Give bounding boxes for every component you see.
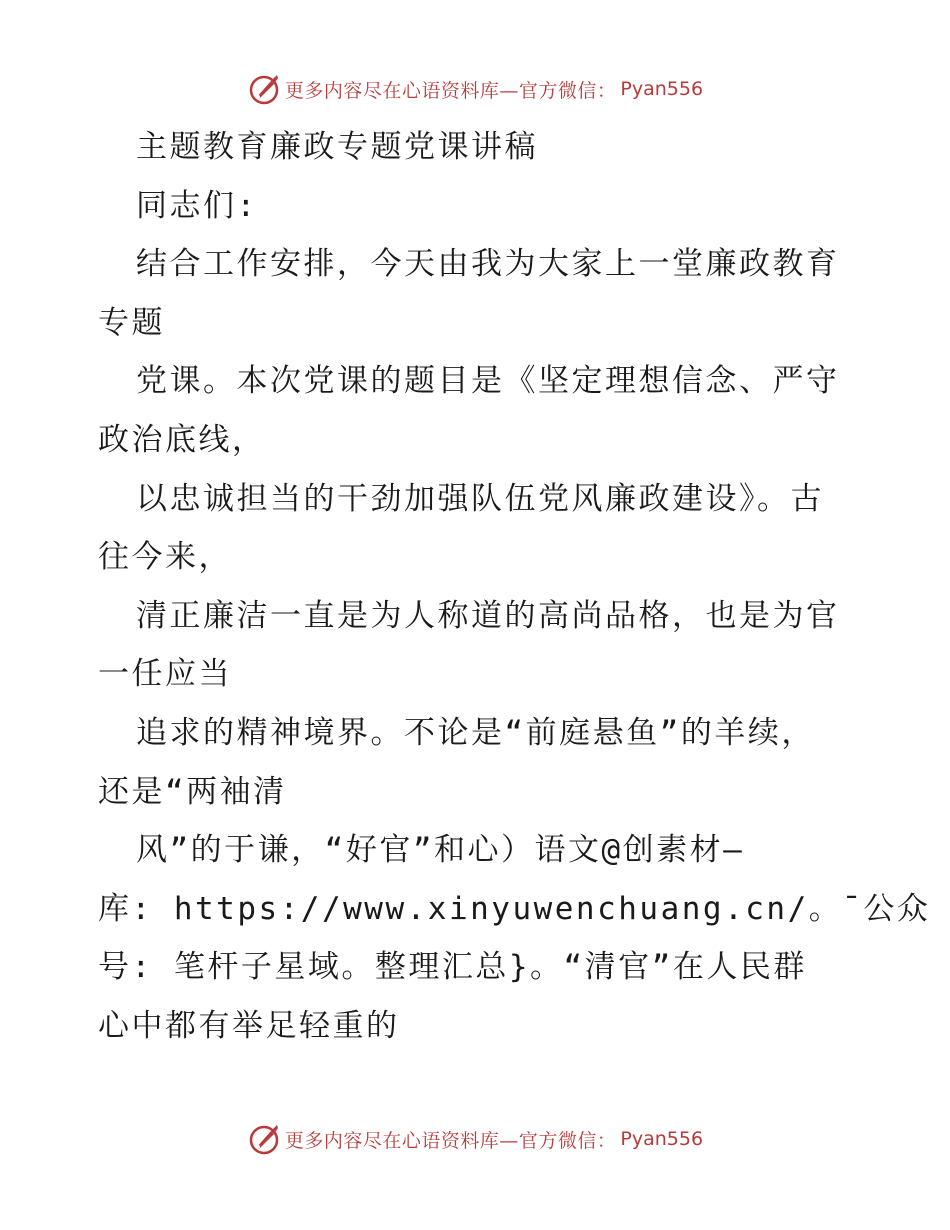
- document-line: 一任应当: [98, 656, 232, 693]
- footer-banner-wechat: Pyan556: [620, 1128, 704, 1150]
- document-line: 追求的精神境界。不论是“前庭悬鱼”的羊续，: [136, 714, 815, 751]
- header-banner-text: 更多内容尽在心语资料库—官方微信：: [284, 79, 617, 102]
- footer-banner-content: [247, 1122, 703, 1156]
- footer-banner-text: 更多内容尽在心语资料库—官方微信：: [284, 1129, 617, 1152]
- document-line: 专题: [98, 304, 165, 341]
- header-banner-wechat: Pyan556: [620, 78, 704, 100]
- document-line: 风”的于谦，“好官”和心）语文@创素材—: [136, 832, 745, 869]
- document-line: 心中都有举足轻重的: [98, 1007, 400, 1044]
- document-line: 号: 笔杆子星域。整理汇总}。“清官”在人民群: [98, 949, 807, 986]
- document-line: 政治底线，: [98, 421, 266, 458]
- document-body: [98, 118, 931, 1056]
- document-line: 清正廉洁一直是为人称道的高尚品格，也是为官: [136, 597, 840, 634]
- document-line: 党课。本次党课的题目是《坚定理想信念、严守: [136, 363, 840, 400]
- quill-logo-icon: [247, 72, 281, 106]
- document-line: 以忠诚担当的干劲加强队伍党风廉政建设》。古: [136, 480, 824, 517]
- header-banner-content: [247, 72, 703, 106]
- document-line: 库: https://www.xinyuwenchuang.cn/。¯公众: [98, 890, 931, 927]
- document-line: 往今来，: [98, 539, 232, 576]
- document-line: 同志们:: [136, 187, 258, 224]
- document-title: 主题教育廉政专题党课讲稿: [136, 129, 538, 165]
- document-line: 还是“两袖清: [98, 773, 287, 810]
- header-banner: [0, 72, 950, 106]
- quill-logo-icon: [247, 1122, 281, 1156]
- footer-banner: [0, 1122, 950, 1156]
- document-line: 结合工作安排，今天由我为大家上一堂廉政教育: [136, 246, 840, 283]
